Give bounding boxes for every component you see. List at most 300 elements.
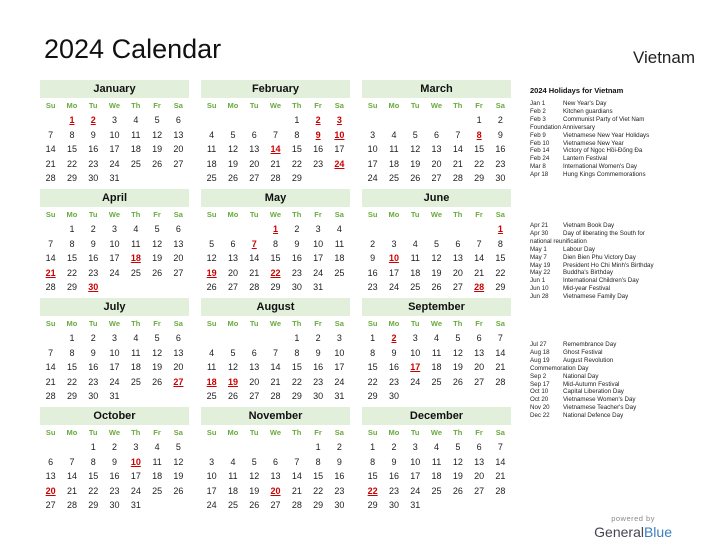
day-cell[interactable]: 30 — [109, 500, 120, 511]
day-cell[interactable]: 23 — [109, 485, 120, 496]
day-cell[interactable]: 29 — [66, 391, 77, 402]
day-cell[interactable]: 27 — [173, 267, 184, 278]
day-cell[interactable]: 3 — [336, 333, 342, 343]
day-cell[interactable]: 6 — [175, 224, 181, 234]
day-cell[interactable]: 28 — [66, 500, 77, 511]
day-cell[interactable]: 30 — [388, 391, 399, 402]
day-cell[interactable]: 5 — [175, 442, 181, 452]
day-cell[interactable]: 19 — [173, 471, 184, 482]
day-cell[interactable]: 24 — [109, 158, 120, 169]
day-cell[interactable]: 15 — [66, 362, 77, 373]
day-cell[interactable]: 4 — [154, 442, 160, 452]
day-cell[interactable]: 9 — [112, 456, 118, 467]
day-cell[interactable]: 9 — [90, 347, 96, 358]
day-cell[interactable]: 23 — [88, 267, 99, 278]
day-cell[interactable]: 28 — [270, 391, 281, 402]
day-cell[interactable]: 6 — [251, 347, 257, 358]
holiday-day[interactable]: 20 — [270, 485, 281, 496]
day-cell[interactable]: 7 — [48, 347, 54, 358]
holiday-day[interactable]: 22 — [367, 485, 378, 496]
day-cell[interactable]: 21 — [291, 485, 302, 496]
day-cell[interactable]: 1 — [315, 442, 321, 452]
day-cell[interactable]: 19 — [152, 362, 163, 373]
day-cell[interactable]: 25 — [206, 391, 217, 402]
day-cell[interactable]: 25 — [130, 158, 141, 169]
day-cell[interactable]: 24 — [206, 500, 217, 511]
day-cell[interactable]: 31 — [109, 173, 120, 184]
day-cell[interactable]: 24 — [109, 267, 120, 278]
day-cell[interactable]: 7 — [497, 333, 503, 343]
day-cell[interactable]: 21 — [249, 267, 260, 278]
day-cell[interactable]: 30 — [495, 173, 506, 184]
day-cell[interactable]: 19 — [152, 144, 163, 155]
day-cell[interactable]: 5 — [154, 333, 160, 343]
day-cell[interactable]: 7 — [497, 442, 503, 452]
day-cell[interactable]: 30 — [88, 173, 99, 184]
day-cell[interactable]: 1 — [294, 115, 300, 125]
day-cell[interactable]: 16 — [313, 144, 324, 155]
day-cell[interactable]: 27 — [249, 391, 260, 402]
day-cell[interactable]: 5 — [412, 129, 418, 140]
day-cell[interactable]: 20 — [431, 158, 442, 169]
day-cell[interactable]: 21 — [495, 362, 506, 373]
day-cell[interactable]: 24 — [410, 485, 421, 496]
day-cell[interactable]: 12 — [410, 144, 421, 155]
day-cell[interactable]: 26 — [152, 267, 163, 278]
holiday-day[interactable]: 9 — [315, 129, 321, 140]
day-cell[interactable]: 22 — [313, 485, 324, 496]
day-cell[interactable]: 29 — [66, 173, 77, 184]
day-cell[interactable]: 14 — [495, 347, 506, 358]
day-cell[interactable]: 5 — [434, 238, 440, 249]
day-cell[interactable]: 30 — [88, 391, 99, 402]
day-cell[interactable]: 28 — [291, 500, 302, 511]
holiday-day[interactable]: 20 — [45, 485, 56, 496]
day-cell[interactable]: 28 — [270, 173, 281, 184]
day-cell[interactable]: 9 — [336, 456, 342, 467]
day-cell[interactable]: 18 — [152, 471, 163, 482]
day-cell[interactable]: 17 — [206, 485, 217, 496]
day-cell[interactable]: 5 — [230, 347, 236, 358]
day-cell[interactable]: 22 — [88, 485, 99, 496]
day-cell[interactable]: 29 — [367, 500, 378, 511]
day-cell[interactable]: 20 — [173, 253, 184, 264]
day-cell[interactable]: 13 — [45, 471, 56, 482]
day-cell[interactable]: 28 — [249, 282, 260, 293]
day-cell[interactable]: 20 — [249, 376, 260, 387]
day-cell[interactable]: 9 — [315, 347, 321, 358]
day-cell[interactable]: 8 — [294, 347, 300, 358]
day-cell[interactable]: 23 — [313, 376, 324, 387]
day-cell[interactable]: 6 — [175, 115, 181, 125]
day-cell[interactable]: 13 — [249, 362, 260, 373]
day-cell[interactable]: 31 — [130, 500, 141, 511]
day-cell[interactable]: 11 — [334, 238, 345, 249]
day-cell[interactable]: 23 — [388, 485, 399, 496]
day-cell[interactable]: 9 — [90, 129, 96, 140]
day-cell[interactable]: 14 — [452, 144, 463, 155]
day-cell[interactable]: 18 — [388, 158, 399, 169]
day-cell[interactable]: 29 — [270, 282, 281, 293]
day-cell[interactable]: 29 — [88, 500, 99, 511]
day-cell[interactable]: 8 — [90, 456, 96, 467]
day-cell[interactable]: 19 — [249, 485, 260, 496]
day-cell[interactable]: 23 — [367, 282, 378, 293]
day-cell[interactable]: 15 — [495, 253, 506, 264]
day-cell[interactable]: 7 — [476, 238, 482, 249]
day-cell[interactable]: 15 — [313, 471, 324, 482]
day-cell[interactable]: 3 — [112, 333, 118, 343]
day-cell[interactable]: 13 — [173, 238, 184, 249]
holiday-day[interactable]: 2 — [90, 115, 96, 125]
day-cell[interactable]: 6 — [230, 238, 236, 249]
day-cell[interactable]: 26 — [452, 485, 463, 496]
day-cell[interactable]: 21 — [452, 158, 463, 169]
day-cell[interactable]: 21 — [270, 158, 281, 169]
holiday-day[interactable]: 22 — [270, 267, 281, 278]
day-cell[interactable]: 8 — [69, 238, 75, 249]
holiday-day[interactable]: 1 — [273, 224, 279, 234]
day-cell[interactable]: 30 — [291, 282, 302, 293]
day-cell[interactable]: 15 — [291, 144, 302, 155]
day-cell[interactable]: 23 — [88, 158, 99, 169]
day-cell[interactable]: 8 — [497, 238, 503, 249]
day-cell[interactable]: 10 — [109, 238, 120, 249]
day-cell[interactable]: 20 — [452, 267, 463, 278]
day-cell[interactable]: 29 — [66, 282, 77, 293]
day-cell[interactable]: 16 — [388, 471, 399, 482]
holiday-day[interactable]: 18 — [206, 376, 217, 387]
day-cell[interactable]: 11 — [410, 253, 420, 264]
day-cell[interactable]: 13 — [474, 456, 485, 467]
day-cell[interactable]: 6 — [48, 456, 54, 467]
day-cell[interactable]: 27 — [474, 376, 485, 387]
holiday-day[interactable]: 2 — [391, 333, 397, 343]
day-cell[interactable]: 9 — [497, 129, 503, 140]
day-cell[interactable]: 21 — [474, 267, 485, 278]
day-cell[interactable]: 6 — [476, 333, 482, 343]
day-cell[interactable]: 19 — [452, 362, 463, 373]
day-cell[interactable]: 20 — [474, 471, 485, 482]
day-cell[interactable]: 19 — [452, 471, 463, 482]
day-cell[interactable]: 2 — [497, 115, 503, 125]
day-cell[interactable]: 3 — [133, 442, 139, 452]
day-cell[interactable]: 15 — [66, 144, 77, 155]
day-cell[interactable]: 3 — [412, 333, 418, 343]
day-cell[interactable]: 11 — [206, 362, 217, 373]
day-cell[interactable]: 4 — [133, 115, 139, 125]
holiday-day[interactable]: 24 — [334, 158, 345, 169]
day-cell[interactable]: 18 — [410, 267, 421, 278]
day-cell[interactable]: 21 — [495, 471, 506, 482]
day-cell[interactable]: 24 — [367, 173, 378, 184]
day-cell[interactable]: 13 — [249, 144, 260, 155]
day-cell[interactable]: 14 — [474, 253, 485, 264]
day-cell[interactable]: 5 — [230, 129, 236, 140]
day-cell[interactable]: 28 — [495, 485, 506, 496]
day-cell[interactable]: 18 — [130, 144, 141, 155]
day-cell[interactable]: 21 — [45, 376, 56, 387]
day-cell[interactable]: 5 — [455, 333, 461, 343]
day-cell[interactable]: 29 — [291, 173, 302, 184]
day-cell[interactable]: 31 — [109, 391, 120, 402]
day-cell[interactable]: 4 — [230, 456, 236, 467]
day-cell[interactable]: 4 — [412, 238, 418, 249]
day-cell[interactable]: 25 — [130, 267, 141, 278]
day-cell[interactable]: 15 — [291, 362, 302, 373]
day-cell[interactable]: 14 — [270, 362, 281, 373]
day-cell[interactable]: 6 — [273, 456, 279, 467]
holiday-day[interactable]: 10 — [334, 129, 345, 140]
day-cell[interactable]: 8 — [273, 238, 279, 249]
day-cell[interactable]: 17 — [367, 158, 378, 169]
day-cell[interactable]: 11 — [131, 129, 141, 140]
day-cell[interactable]: 12 — [206, 253, 217, 264]
day-cell[interactable]: 9 — [294, 238, 300, 249]
day-cell[interactable]: 14 — [495, 456, 506, 467]
day-cell[interactable]: 30 — [334, 500, 345, 511]
holiday-day[interactable]: 18 — [130, 253, 141, 264]
day-cell[interactable]: 4 — [133, 333, 139, 343]
day-cell[interactable]: 30 — [313, 391, 324, 402]
day-cell[interactable]: 31 — [334, 391, 345, 402]
day-cell[interactable]: 8 — [370, 456, 376, 467]
day-cell[interactable]: 2 — [112, 442, 118, 452]
day-cell[interactable]: 8 — [294, 129, 300, 140]
day-cell[interactable]: 15 — [88, 471, 99, 482]
day-cell[interactable]: 10 — [410, 347, 421, 358]
holiday-day[interactable]: 3 — [336, 115, 342, 125]
day-cell[interactable]: 5 — [154, 115, 160, 125]
day-cell[interactable]: 17 — [109, 144, 120, 155]
day-cell[interactable]: 14 — [66, 471, 77, 482]
day-cell[interactable]: 3 — [315, 224, 321, 234]
day-cell[interactable]: 9 — [90, 238, 96, 249]
day-cell[interactable]: 27 — [452, 282, 463, 293]
day-cell[interactable]: 12 — [152, 238, 163, 249]
day-cell[interactable]: 1 — [370, 333, 376, 343]
day-cell[interactable]: 27 — [227, 282, 238, 293]
day-cell[interactable]: 16 — [495, 144, 506, 155]
day-cell[interactable]: 8 — [370, 347, 376, 358]
day-cell[interactable]: 26 — [410, 173, 421, 184]
day-cell[interactable]: 2 — [294, 224, 300, 234]
day-cell[interactable]: 20 — [227, 267, 238, 278]
day-cell[interactable]: 28 — [495, 376, 506, 387]
day-cell[interactable]: 25 — [410, 282, 421, 293]
day-cell[interactable]: 2 — [315, 333, 321, 343]
day-cell[interactable]: 15 — [367, 471, 378, 482]
day-cell[interactable]: 4 — [209, 347, 215, 358]
day-cell[interactable]: 13 — [452, 253, 463, 264]
day-cell[interactable]: 1 — [90, 442, 96, 452]
day-cell[interactable]: 10 — [206, 471, 217, 482]
day-cell[interactable]: 6 — [251, 129, 257, 140]
day-cell[interactable]: 6 — [476, 442, 482, 452]
day-cell[interactable]: 10 — [109, 347, 120, 358]
day-cell[interactable]: 23 — [88, 376, 99, 387]
day-cell[interactable]: 26 — [152, 376, 163, 387]
day-cell[interactable]: 9 — [370, 253, 376, 264]
day-cell[interactable]: 17 — [109, 253, 120, 264]
day-cell[interactable]: 7 — [273, 347, 279, 358]
day-cell[interactable]: 22 — [367, 376, 378, 387]
day-cell[interactable]: 26 — [227, 173, 238, 184]
day-cell[interactable]: 26 — [206, 282, 217, 293]
day-cell[interactable]: 13 — [270, 471, 281, 482]
day-cell[interactable]: 27 — [45, 500, 56, 511]
day-cell[interactable]: 23 — [388, 376, 399, 387]
day-cell[interactable]: 6 — [434, 129, 440, 140]
day-cell[interactable]: 5 — [209, 238, 215, 249]
day-cell[interactable]: 14 — [291, 471, 302, 482]
day-cell[interactable]: 12 — [173, 456, 184, 467]
day-cell[interactable]: 11 — [206, 144, 217, 155]
day-cell[interactable]: 17 — [388, 267, 399, 278]
brand-logo[interactable] — [594, 514, 672, 540]
day-cell[interactable]: 27 — [474, 485, 485, 496]
day-cell[interactable]: 27 — [431, 173, 442, 184]
day-cell[interactable]: 9 — [391, 456, 397, 467]
day-cell[interactable]: 16 — [88, 144, 99, 155]
day-cell[interactable]: 16 — [88, 253, 99, 264]
day-cell[interactable]: 22 — [66, 267, 77, 278]
day-cell[interactable]: 17 — [313, 253, 324, 264]
day-cell[interactable]: 3 — [209, 456, 215, 467]
day-cell[interactable]: 16 — [88, 362, 99, 373]
day-cell[interactable]: 29 — [313, 500, 324, 511]
day-cell[interactable]: 17 — [410, 471, 421, 482]
day-cell[interactable]: 14 — [45, 362, 56, 373]
day-cell[interactable]: 15 — [270, 253, 281, 264]
day-cell[interactable]: 15 — [66, 253, 77, 264]
day-cell[interactable]: 9 — [391, 347, 397, 358]
day-cell[interactable]: 26 — [227, 391, 238, 402]
day-cell[interactable]: 16 — [109, 471, 120, 482]
day-cell[interactable]: 13 — [227, 253, 238, 264]
day-cell[interactable]: 24 — [109, 376, 120, 387]
day-cell[interactable]: 1 — [69, 224, 75, 234]
day-cell[interactable]: 7 — [48, 238, 54, 249]
day-cell[interactable]: 22 — [66, 158, 77, 169]
day-cell[interactable]: 7 — [455, 129, 461, 140]
day-cell[interactable]: 13 — [173, 347, 184, 358]
day-cell[interactable]: 2 — [90, 224, 96, 234]
day-cell[interactable]: 19 — [227, 158, 238, 169]
day-cell[interactable]: 23 — [313, 158, 324, 169]
day-cell[interactable]: 5 — [154, 224, 160, 234]
holiday-day[interactable]: 10 — [388, 253, 399, 264]
day-cell[interactable]: 2 — [391, 442, 397, 452]
day-cell[interactable]: 4 — [133, 224, 139, 234]
day-cell[interactable]: 16 — [388, 362, 399, 373]
day-cell[interactable]: 16 — [291, 253, 302, 264]
day-cell[interactable]: 24 — [130, 485, 141, 496]
day-cell[interactable]: 17 — [334, 144, 345, 155]
day-cell[interactable]: 19 — [431, 267, 442, 278]
day-cell[interactable]: 24 — [313, 267, 324, 278]
day-cell[interactable]: 25 — [431, 376, 442, 387]
day-cell[interactable]: 25 — [227, 500, 238, 511]
day-cell[interactable]: 18 — [227, 485, 238, 496]
day-cell[interactable]: 20 — [173, 362, 184, 373]
day-cell[interactable]: 28 — [452, 173, 463, 184]
day-cell[interactable]: 16 — [313, 362, 324, 373]
day-cell[interactable]: 13 — [474, 347, 485, 358]
day-cell[interactable]: 26 — [152, 158, 163, 169]
day-cell[interactable]: 12 — [227, 362, 238, 373]
day-cell[interactable]: 14 — [249, 253, 260, 264]
day-cell[interactable]: 6 — [455, 238, 461, 249]
day-cell[interactable]: 4 — [434, 333, 440, 343]
day-cell[interactable]: 18 — [431, 471, 442, 482]
day-cell[interactable]: 16 — [367, 267, 378, 278]
day-cell[interactable]: 15 — [474, 144, 485, 155]
day-cell[interactable]: 12 — [152, 129, 163, 140]
day-cell[interactable]: 19 — [410, 158, 421, 169]
holiday-day[interactable]: 10 — [130, 456, 141, 467]
day-cell[interactable]: 2 — [370, 238, 376, 249]
day-cell[interactable]: 24 — [334, 376, 345, 387]
day-cell[interactable]: 11 — [228, 471, 238, 482]
day-cell[interactable]: 11 — [131, 238, 141, 249]
day-cell[interactable]: 31 — [410, 500, 421, 511]
day-cell[interactable]: 18 — [334, 253, 345, 264]
day-cell[interactable]: 21 — [45, 158, 56, 169]
day-cell[interactable]: 12 — [249, 471, 260, 482]
day-cell[interactable]: 20 — [173, 144, 184, 155]
day-cell[interactable]: 23 — [334, 485, 345, 496]
day-cell[interactable]: 23 — [291, 267, 302, 278]
day-cell[interactable]: 17 — [334, 362, 345, 373]
day-cell[interactable]: 11 — [152, 456, 162, 467]
day-cell[interactable]: 25 — [431, 485, 442, 496]
day-cell[interactable]: 22 — [474, 158, 485, 169]
day-cell[interactable]: 11 — [131, 347, 141, 358]
day-cell[interactable]: 4 — [391, 129, 397, 140]
day-cell[interactable]: 16 — [334, 471, 345, 482]
day-cell[interactable]: 27 — [173, 158, 184, 169]
day-cell[interactable]: 29 — [291, 391, 302, 402]
day-cell[interactable]: 24 — [410, 376, 421, 387]
day-cell[interactable]: 17 — [109, 362, 120, 373]
day-cell[interactable]: 18 — [130, 362, 141, 373]
day-cell[interactable]: 12 — [431, 253, 442, 264]
day-cell[interactable]: 28 — [45, 282, 56, 293]
day-cell[interactable]: 7 — [48, 129, 54, 140]
day-cell[interactable]: 12 — [452, 456, 463, 467]
day-cell[interactable]: 5 — [455, 442, 461, 452]
day-cell[interactable]: 1 — [69, 333, 75, 343]
day-cell[interactable]: 3 — [112, 224, 118, 234]
day-cell[interactable]: 25 — [388, 173, 399, 184]
day-cell[interactable]: 29 — [495, 282, 506, 293]
day-cell[interactable]: 10 — [334, 347, 345, 358]
day-cell[interactable]: 7 — [69, 456, 75, 467]
day-cell[interactable]: 7 — [294, 456, 300, 467]
holiday-day[interactable]: 19 — [206, 267, 217, 278]
day-cell[interactable]: 18 — [206, 158, 217, 169]
day-cell[interactable]: 26 — [173, 485, 184, 496]
day-cell[interactable]: 15 — [367, 362, 378, 373]
day-cell[interactable]: 8 — [69, 129, 75, 140]
day-cell[interactable]: 6 — [175, 333, 181, 343]
day-cell[interactable]: 7 — [273, 129, 279, 140]
day-cell[interactable]: 13 — [431, 144, 442, 155]
holiday-day[interactable]: 21 — [45, 267, 56, 278]
day-cell[interactable]: 12 — [452, 347, 463, 358]
day-cell[interactable]: 3 — [370, 129, 376, 140]
